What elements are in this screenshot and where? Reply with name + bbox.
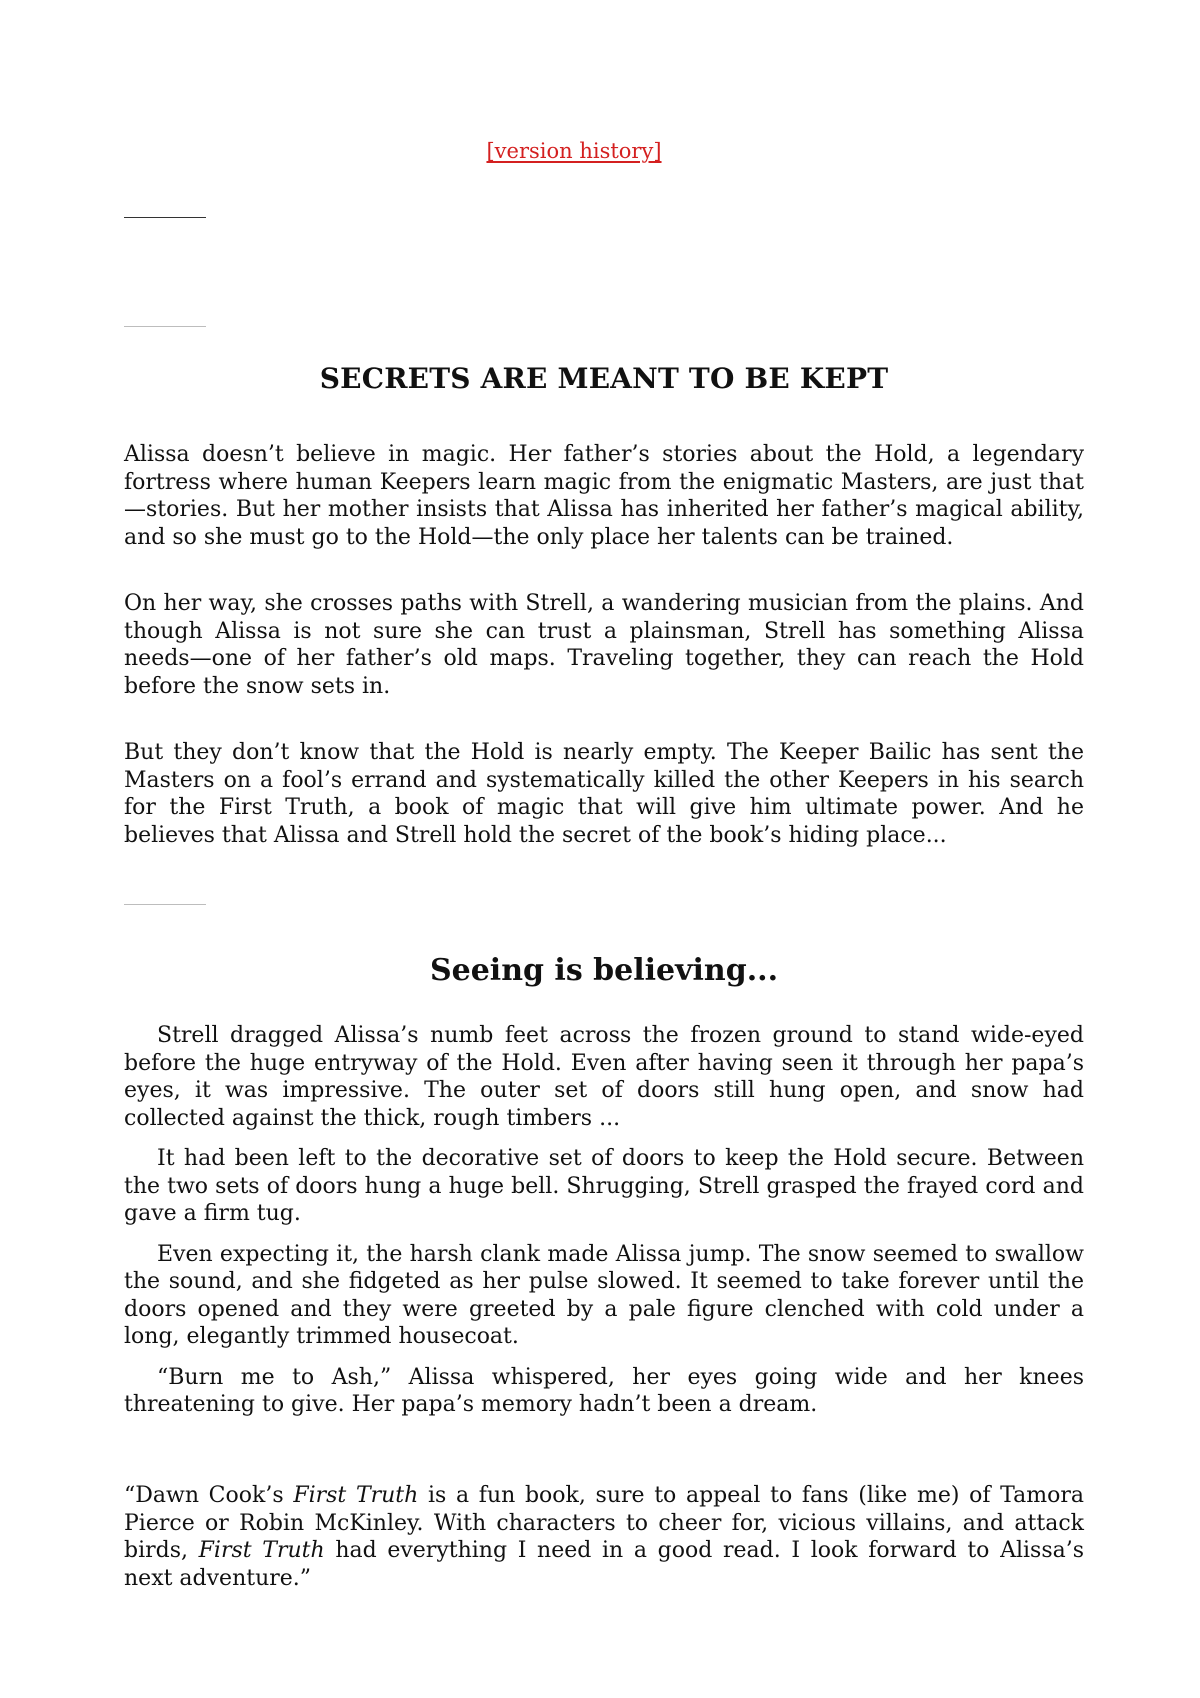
book-title-italic: First Truth (198, 1538, 325, 1563)
excerpt-paragraph: Even expecting it, the harsh clank made Alissa jump. The snow seemed to swallow the sound, and she fidgeted as her pulse slowed. It seemed to take forever until the doors opened and they were greeted by a pale figure clenched with cold under a long, elegantly trimmed housecoat. (124, 1241, 1084, 1349)
excerpt-paragraph: Strell dragged Alissa’s numb feet across the frozen ground to stand wide-eyed before the huge entryway of the Hold. Even after having seen it through her papa’s eyes, it was impressive. The outer set of doors still hung open, and snow had collected against the thick, rough timbers ... (124, 1023, 1084, 1131)
book-title-italic: First Truth (293, 1483, 419, 1508)
blurb-title: SECRETS ARE MEANT TO BE KEPT (319, 362, 889, 395)
excerpt-paragraph: It had been left to the decorative set of doors to keep the Hold secure. Between the two sets of doors hung a huge bell. Shrugging, Strell grasped the frayed cord and gave a firm tug. (124, 1146, 1084, 1226)
blurb-paragraph: Alissa doesn’t believe in magic. Her father’s stories about the Hold, a legendary fortress where human Keepers learn magic from the enigmatic Masters, are just that—stories. But her mother insists that Alissa has inherited her father’s magical ability, and so she must go to the Hold—the only place her talents can be trained. (124, 442, 1084, 550)
blurb-paragraph: On her way, she crosses paths with Strell, a wandering musician from the plains. And though Alissa is not sure she can trust a plainsman, Strell has something Alissa needs—one of her father’s old maps. Traveling together, they can reach the Hold before the snow sets in. (124, 591, 1084, 699)
excerpt-body (124, 1022, 1084, 1432)
blurb-paragraph: But they don’t know that the Hold is nearly empty. The Keeper Bailic has sent the Masters on a fool’s errand and systematically killed the other Keepers in his search for the First Truth, a book of magic that will give him ultimate power. And he believes that Alissa and Strell hold the secret of the book’s hiding place... (124, 740, 1084, 848)
divider (124, 326, 206, 327)
review-quote: “Dawn Cook’s First Truth is a fun book, sure to appeal to fans (like me) of Tamora Pierce or Robin McKinley. With characters to cheer for, vicious villains, and attack birds, First Truth had everything I need in a good read. I look forward to Alissa’s next adventure.” (124, 1483, 1085, 1591)
excerpt-paragraph: “Burn me to Ash,” Alissa whispered, her eyes going wide and her knees threatening to give. Her papa’s memory hadn’t been a dream. (124, 1364, 1084, 1417)
excerpt-title: Seeing is believing... (429, 953, 779, 988)
version-history-link[interactable]: [version history] (486, 139, 662, 163)
divider (124, 904, 206, 905)
divider (124, 217, 206, 218)
